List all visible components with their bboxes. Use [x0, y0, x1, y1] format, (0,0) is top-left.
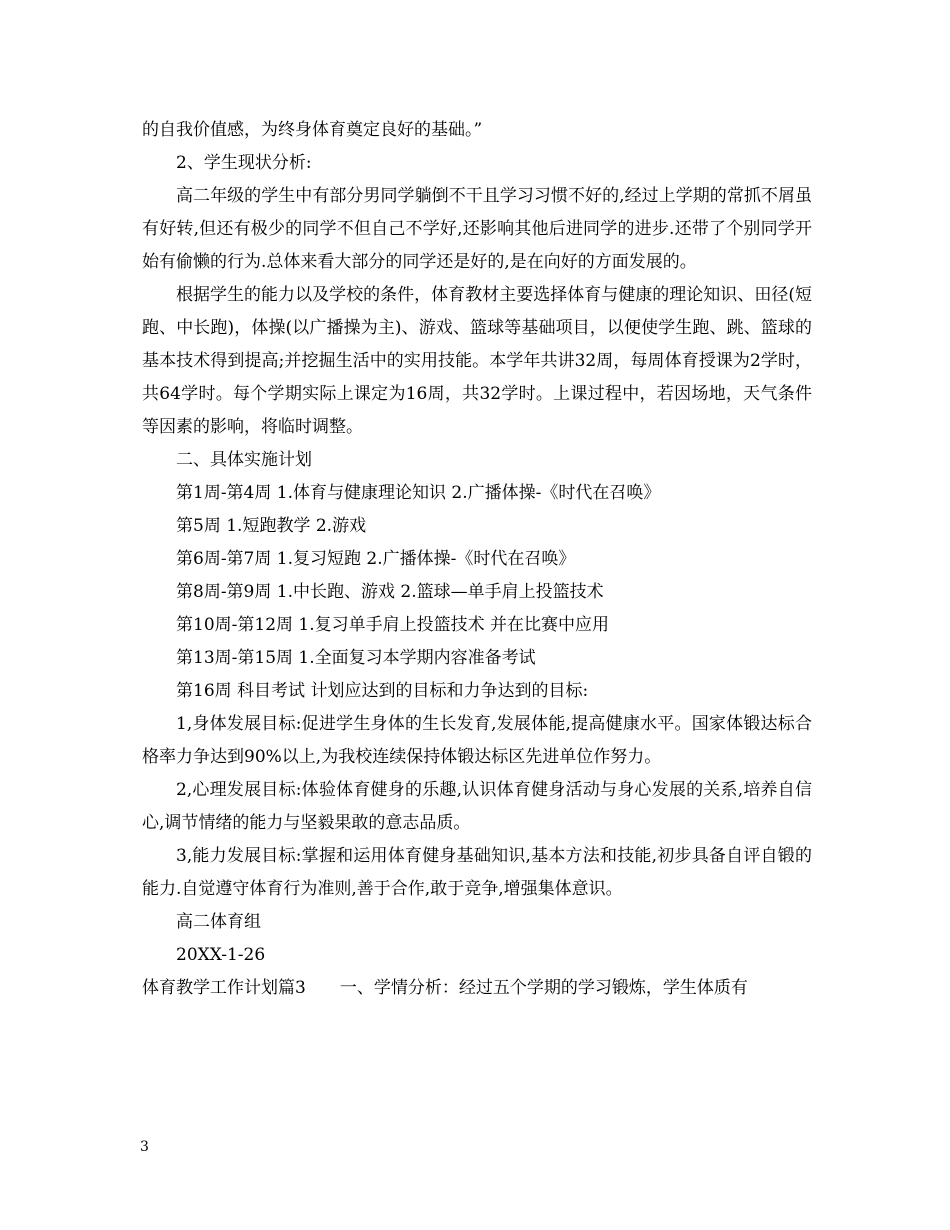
- schedule-item: 第8周-第9周 1.中长跑、游戏 2.篮球—单手肩上投篮技术: [176, 582, 604, 602]
- document-body: [142, 114, 812, 1005]
- goal-item: 3,能力发展目标:掌握和运用体育健身基础知识,基本方法和技能,初步具备自评自锻的能力.自觉遵守体育行为准则,善于合作,敢于竞争,增强集体意识。: [142, 846, 812, 899]
- schedule-item: 第13周-第15周 1.全面复习本学期内容准备考试: [176, 648, 536, 668]
- paragraph: 根据学生的能力以及学校的条件，体育教材主要选择体育与健康的理论知识、田径(短跑、中长跑)，体操(以广播操为主)、游戏、篮球等基础项目，以便使学生跑、跳、篮球的基本技术得到提高;并挖掘生活中的实用技能。本学年共讲32周，每周体育授课为2学时，共64学时。每个学期实际上课定为16周，共32学时。上课过程中，若因场地，天气条件等因素的影响，将临时调整。: [142, 285, 812, 437]
- next-section-line: 体育教学工作计划篇3 一、学情分析：经过五个学期的学习锻炼，学生体质有: [142, 978, 748, 998]
- schedule-item: 第6周-第7周 1.复习短跑 2.广播体操-《时代在召唤》: [176, 549, 576, 569]
- schedule-item: 第5周 1.短跑教学 2.游戏: [176, 516, 367, 536]
- paragraph: 的自我价值感，为终身体育奠定良好的基础。”: [142, 120, 483, 140]
- signature-date: 20XX-1-26: [176, 945, 266, 965]
- paragraph: 2、学生现状分析:: [176, 153, 312, 173]
- schedule-item: 第10周-第12周 1.复习单手肩上投篮技术 并在比赛中应用: [176, 615, 610, 635]
- goal-item: 1,身体发展目标:促进学生身体的生长发育,发展体能,提高健康水平。国家体锻达标合格率力争达到90%以上,为我校连续保持体锻达标区先进单位作努力。: [142, 714, 812, 767]
- paragraph: 高二年级的学生中有部分男同学躺倒不干且学习习惯不好的,经过上学期的常抓不屑虽有好转,但还有极少的同学不但自己不学好,还影响其他后进同学的进步.还带了个别同学开始有偷懒的行为.总体来看大部分的同学还是好的,是在向好的方面发展的。: [142, 186, 812, 272]
- signature-group: 高二体育组: [176, 912, 261, 932]
- schedule-item: 第16周 科目考试 计划应达到的目标和力争达到的目标:: [176, 681, 589, 701]
- section-heading: 二、具体实施计划: [176, 450, 312, 470]
- goal-item: 2,心理发展目标:体验体育健身的乐趣,认识体育健身活动与身心发展的关系,培养自信心,调节情绪的能力与坚毅果敢的意志品质。: [142, 780, 812, 833]
- schedule-item: 第1周-第4周 1.体育与健康理论知识 2.广播体操-《时代在召唤》: [176, 483, 661, 503]
- page-number: 3: [140, 1139, 149, 1155]
